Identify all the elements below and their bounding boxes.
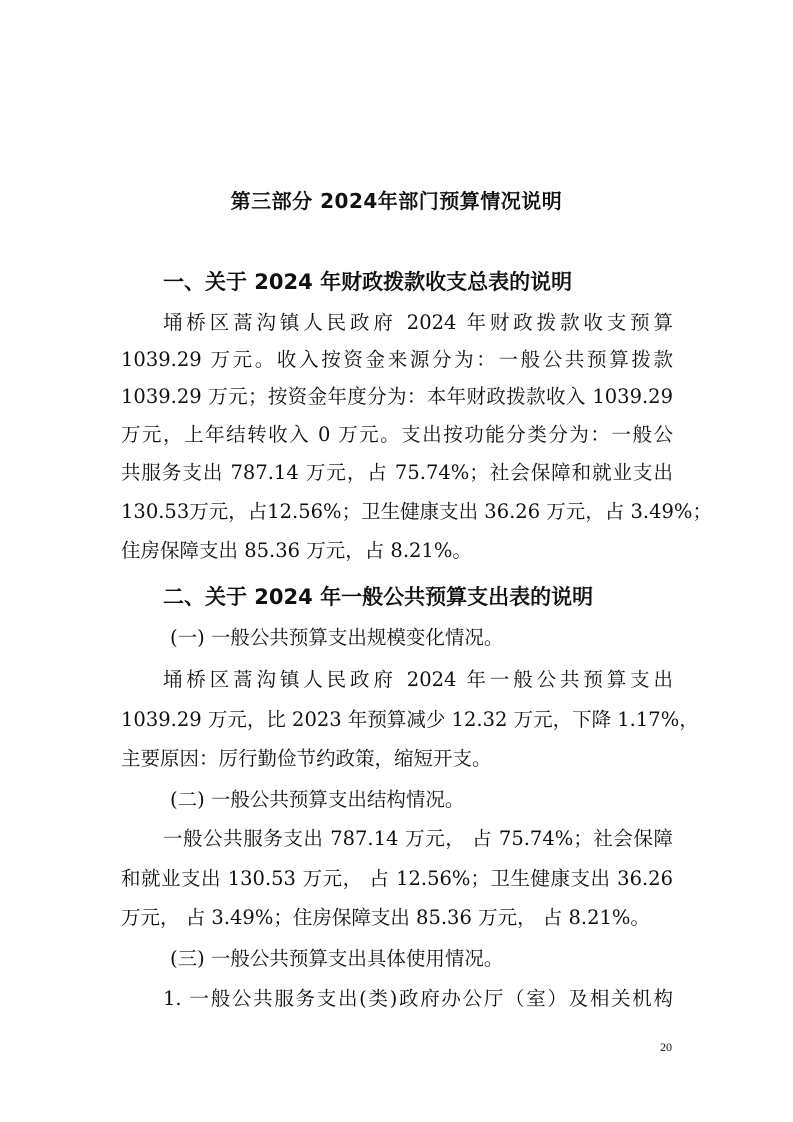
page-number: 20 [660, 1040, 672, 1054]
paragraph-line: 万元， 占 3.49%；住房保障支出 85.36 万元， 占 8.21%。 [121, 906, 650, 929]
paragraph-line: 1039.29 万元。收入按资金来源分为：一般公共预算拨款 [121, 348, 673, 371]
section-heading-1: 一、关于 2024 年财政拨款收支总表的说明 [163, 270, 573, 294]
paragraph-line: 住房保障支出 85.36 万元，占 8.21%。 [121, 539, 472, 562]
paragraph-line: 1039.29 万元；按资金年度分为：本年财政拨款收入 1039.29 [121, 385, 673, 408]
paragraph-line: 共服务支出 787.14 万元，占 75.74%；社会保障和就业支出 [121, 461, 673, 484]
subheading-2: (二) 一般公共预算支出结构情况。 [170, 788, 465, 811]
paragraph-line: 埇桥区蒿沟镇人民政府 2024 年财政拨款收支预算 [163, 311, 673, 334]
paragraph-line: 130.53万元，占12.56%；卫生健康支出 36.26 万元，占 3.49%； [121, 500, 712, 523]
section-heading-2: 二、关于 2024 年一般公共预算支出表的说明 [163, 585, 594, 609]
paragraph-line: 和就业支出 130.53 万元， 占 12.56%；卫生健康支出 36.26 [121, 867, 673, 890]
paragraph-line: 主要原因：厉行勤俭节约政策，缩短开支。 [121, 747, 492, 770]
page-title: 第三部分 2024年部门预算情况说明 [230, 189, 563, 213]
subheading-1: (一) 一般公共预算支出规模变化情况。 [170, 626, 504, 649]
paragraph-line: 万元，上年结转收入 0 万元。支出按功能分类分为：一般公 [121, 423, 673, 446]
paragraph-line: 一般公共服务支出 787.14 万元， 占 75.74%；社会保障 [163, 827, 673, 850]
paragraph-line: 埇桥区蒿沟镇人民政府 2024 年一般公共预算支出 [163, 668, 673, 691]
subheading-3: (三) 一般公共预算支出具体使用情况。 [170, 947, 504, 970]
paragraph-line: 1039.29 万元，比 2023 年预算减少 12.32 万元，下降 1.17%， [121, 708, 699, 731]
paragraph-line: 1. 一般公共服务支出(类)政府办公厅（室）及相关机构 [163, 987, 673, 1010]
